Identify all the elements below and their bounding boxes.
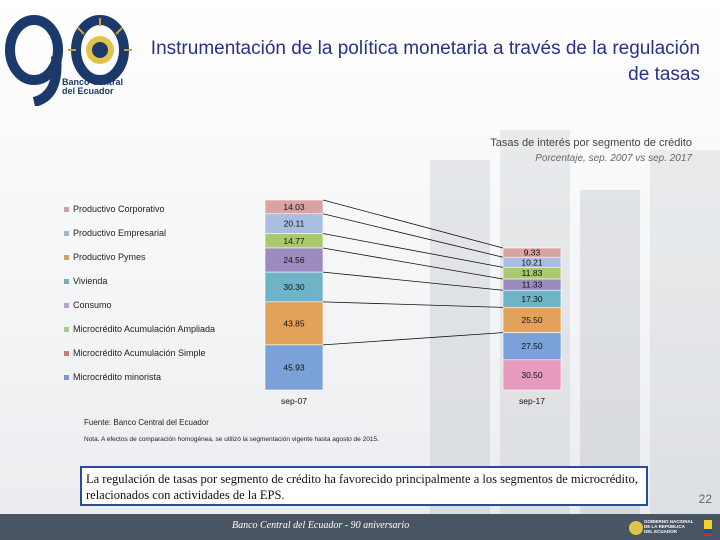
data-label: 11.33 [521, 279, 543, 290]
series-connector [323, 333, 503, 345]
legend-label: Microcrédito Acumulación Ampliada [73, 324, 216, 334]
series-connector [323, 200, 503, 248]
data-label: 25.50 [521, 314, 543, 325]
page-title: Instrumentación de la política monetaria a través de la regulación de tasas [150, 38, 700, 85]
legend-label: Productivo Empresarial [73, 228, 167, 238]
data-label: 27.50 [521, 341, 543, 352]
footer-bar [0, 514, 720, 540]
callout-box: La regulación de tasas por segmento de crédito ha favorecido principalmente a los segmentos de microcrédito, relacionados con actividades de la EPS. [80, 466, 648, 506]
series-connector [323, 248, 503, 279]
chart-title: Tasas de interés por segmento de crédito [490, 137, 692, 149]
series-connector [323, 302, 503, 308]
data-label: 14.03 [283, 201, 305, 212]
logo-text-line2: del Ecuador [62, 86, 114, 96]
data-label: 30.50 [521, 369, 543, 380]
footer-text: Banco Central del Ecuador - 90 aniversario [232, 520, 410, 531]
data-label: 14.77 [283, 235, 305, 246]
data-label: 43.85 [283, 318, 305, 329]
data-label: 30.30 [283, 281, 305, 292]
data-label: 10.21 [521, 257, 543, 268]
data-label: 17.30 [521, 293, 543, 304]
gov-text: GOBIERNO NACIONAL DE LA REPÚBLICA DEL ECUADOR [644, 519, 694, 534]
legend-label: Productivo Pymes [73, 252, 146, 262]
data-label: 45.93 [283, 362, 305, 373]
legend-label: Vivienda [73, 276, 108, 286]
legend-label: Productivo Corporativo [73, 204, 165, 214]
logo-text-line1: Banco Central [62, 77, 124, 87]
category-label: sep-17 [519, 396, 545, 406]
chart-source: Fuente: Banco Central del Ecuador [84, 418, 209, 427]
data-label: 24.56 [283, 255, 305, 266]
series-connector [323, 272, 503, 290]
category-label: sep-07 [281, 396, 307, 406]
data-label: 20.11 [283, 218, 305, 229]
chart-subtitle: Porcentaje, sep. 2007 vs sep. 2017 [535, 153, 692, 164]
chart-note: Nota. A efectos de comparación homogénea, se utilizó la segmentación vigente hasta agosto de 2015. [84, 436, 379, 443]
legend-label: Microcrédito Acumulación Simple [73, 348, 206, 358]
page-number: 22 [698, 492, 712, 506]
data-label: 9.33 [523, 247, 541, 258]
legend-label: Microcrédito minorista [73, 372, 162, 382]
data-label: 11.83 [521, 268, 543, 279]
legend-label: Consumo [73, 300, 112, 310]
